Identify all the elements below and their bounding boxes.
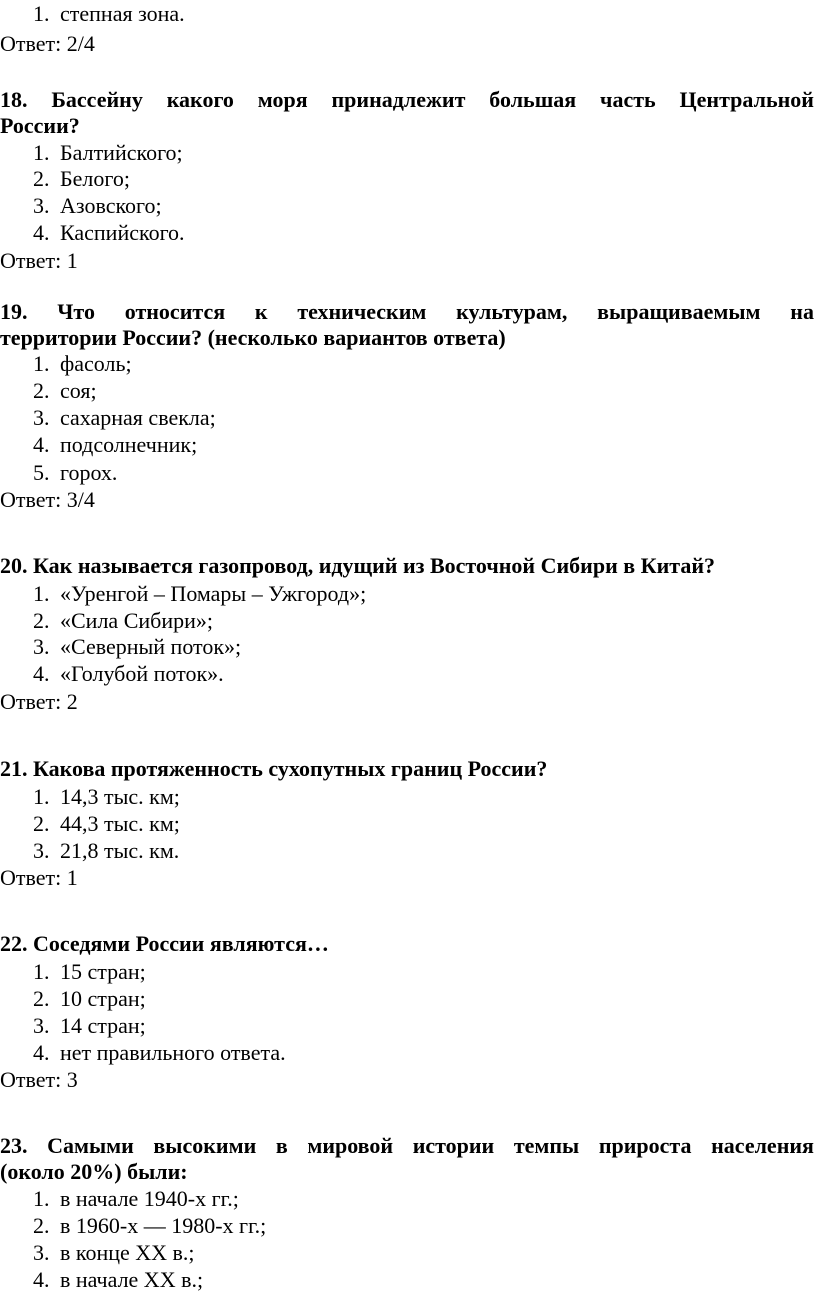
answer-text: Ответ: 3/4 [0,487,95,512]
question-22-line-1: 22. Соседями России являются… [0,931,329,956]
question-19-line-1: 19. Что относится к техническим культурам, выращиваемым на [0,299,814,324]
option-number: 1. [33,1,50,26]
answer-text: Ответ: 1 [0,865,78,890]
question-19 [0,299,814,351]
question-20 [0,553,814,579]
answer-text: Ответ: 3 [0,1067,78,1092]
question-18-line-2: России? [0,113,80,138]
question-23-line-1: 23. Самыми высокими в мировой истории темпы прироста населения [0,1133,814,1158]
answer-text: Ответ: 2 [0,689,78,714]
question-22 [0,931,814,957]
question-21 [0,756,814,782]
option-text: степная зона. [60,1,185,26]
question-20-line-1: 20. Как называется газопровод, идущий из Восточной Сибири в Китай? [0,553,716,578]
answer-text: Ответ: 1 [0,248,78,273]
question-18 [0,87,814,139]
question-23 [0,1133,814,1185]
question-18-line-1: 18. Бассейну какого моря принадлежит большая часть Центральной [0,87,814,112]
question-21-line-1: 21. Какова протяженность сухопутных границ России? [0,756,548,781]
answer-text: Ответ: 2/4 [0,31,95,56]
question-23-line-2: (около 20%) были: [0,1159,188,1184]
question-19-line-2: территории России? (несколько вариантов ответа) [0,325,506,350]
